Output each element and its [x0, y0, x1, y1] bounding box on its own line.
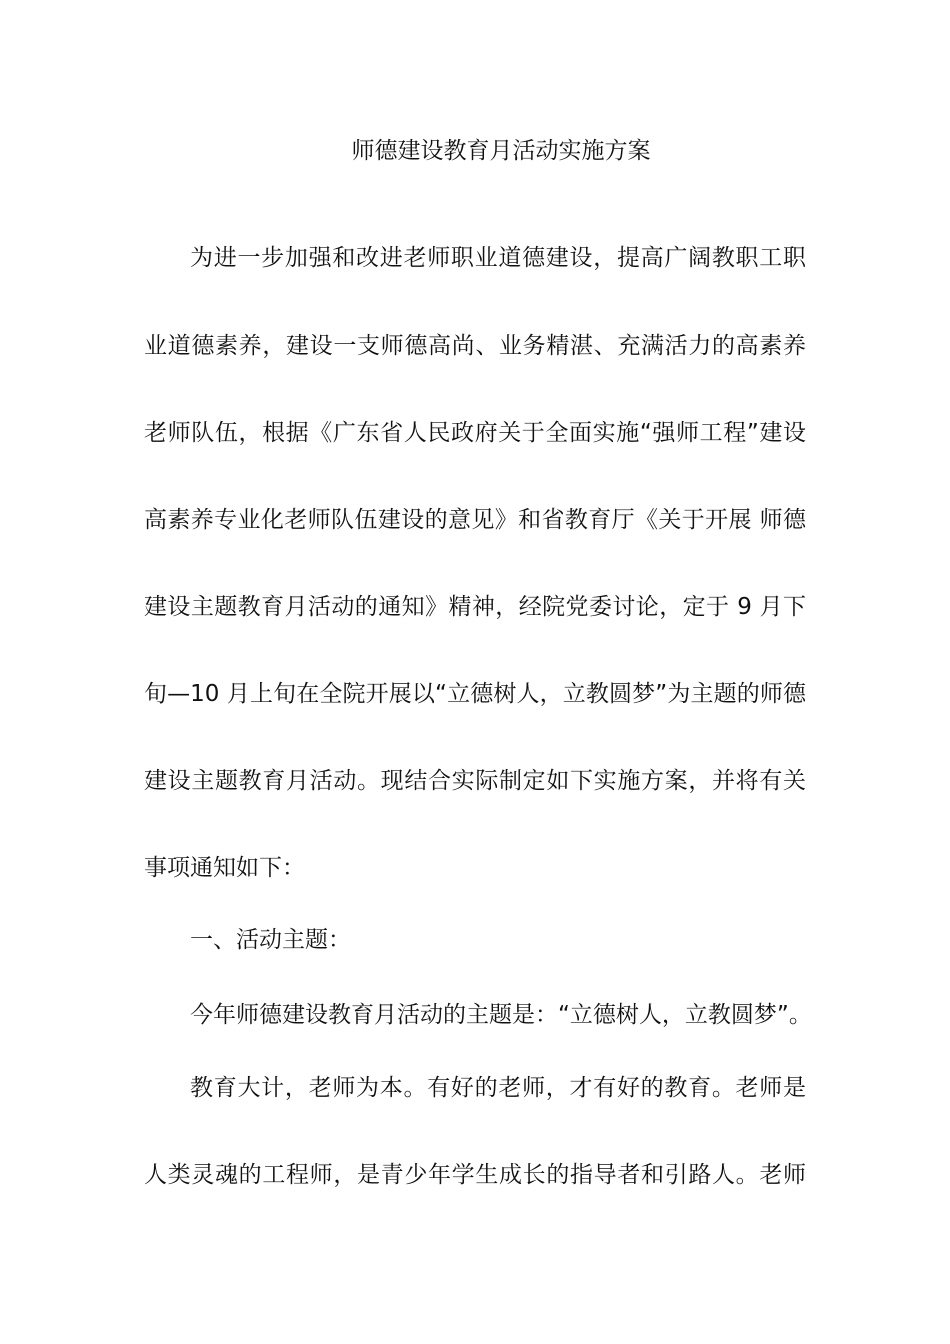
section-heading: 一、活动主题： — [190, 927, 351, 953]
paragraph-line: 老师队伍，根据《广东省人民政府关于全面实施“强师工程”建设 — [144, 420, 806, 446]
paragraph-line: 今年师德建设教育月活动的主题是：“立德树人，立教圆梦”。 — [190, 1002, 812, 1028]
paragraph-line: 事项通知如下： — [144, 855, 305, 881]
paragraph-line: 业道德素养，建设一支师德高尚、业务精湛、充满活力的高素养 — [144, 333, 806, 359]
paragraph-line: 旬—10 月上旬在全院开展以“立德树人，立教圆梦”为主题的师德 — [144, 681, 806, 707]
paragraph-line: 教育大计，老师为本。有好的老师，才有好的教育。老师是 — [190, 1075, 806, 1101]
paragraph-line: 为进一步加强和改进老师职业道德建设，提高广阔教职工职 — [190, 245, 806, 271]
paragraph-line: 高素养专业化老师队伍建设的意见》和省教育厅《关于开展 师德 — [144, 507, 806, 533]
paragraph-line: 建设主题教育月活动。现结合实际制定如下实施方案，并将有关 — [144, 768, 806, 794]
document-title: 师德建设教育月活动实施方案 — [351, 138, 651, 164]
paragraph-line: 建设主题教育月活动的通知》精神，经院党委讨论，定于 9 月下 — [144, 594, 806, 620]
paragraph-line: 人类灵魂的工程师，是青少年学生成长的指导者和引路人。老师 — [144, 1162, 806, 1188]
